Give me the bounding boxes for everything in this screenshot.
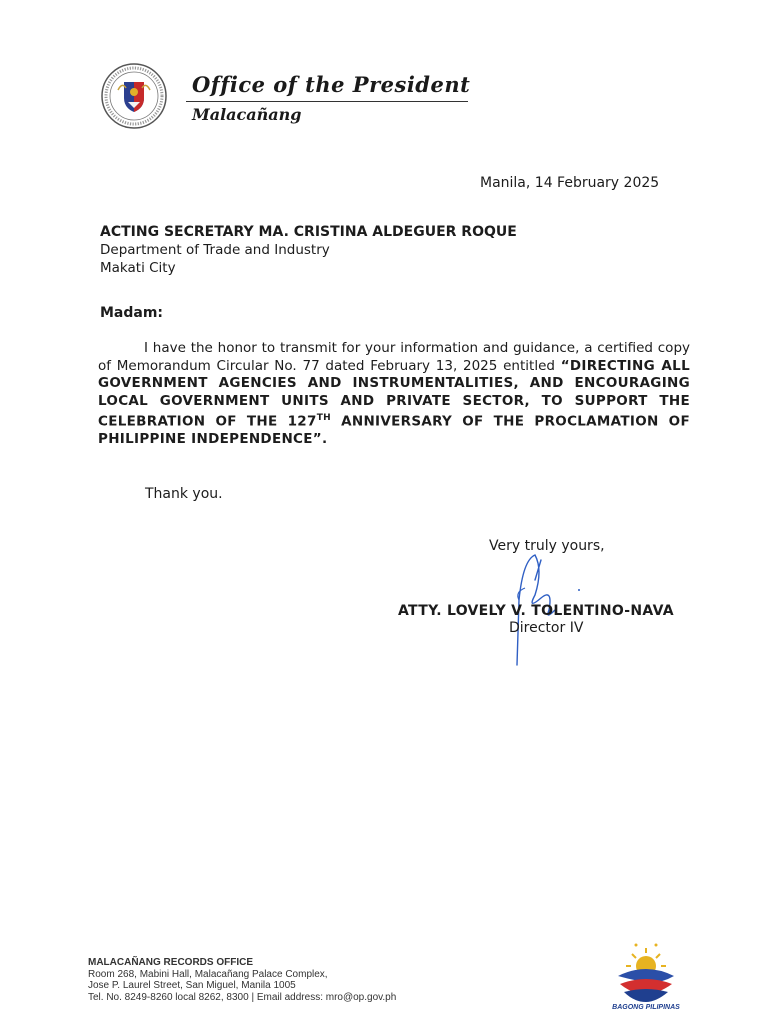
footer-line-3: Tel. No. 8249-8260 local 8262, 8300 | Email address: mro@op.gov.ph [88,991,397,1003]
signer-title: Director IV [509,620,584,636]
addressee-city: Makati City [100,260,176,276]
addressee-department: Department of Trade and Industry [100,242,330,258]
addressee-name: ACTING SECRETARY MA. CRISTINA ALDEGUER ROQUE [100,224,517,240]
footer-line-1: Room 268, Mabini Hall, Malacañang Palace Complex, [88,968,328,980]
footer-address [88,957,396,1003]
body-paragraph [98,340,690,449]
office-title: Office of the President [192,72,471,97]
memorandum-title-superscript: TH [316,413,331,423]
closing-line: Very truly yours, [489,538,605,554]
footer-heading: MALACAÑANG RECORDS OFFICE [88,957,253,968]
thanks-line: Thank you. [145,486,223,502]
salutation: Madam: [100,305,164,321]
office-place: Malacañang [192,105,302,124]
letterhead-rule [186,101,468,102]
logo-label: BAGONG PILIPINAS [612,1004,680,1011]
memorandum-title-part2: ANNIVERSARY OF THE PROCLAMATION OF PHILIPPINE INDEPENDENCE”. [98,413,690,447]
memorandum-title-part1: “DIRECTING ALL GOVERNMENT AGENCIES AND INSTRUMENTALITIES, AND ENCOURAGING LOCAL GOVERNMENT UNITS AND PRIVATE SECTOR, TO SUPPORT THE CELEBRATION OF THE 127 [98,357,690,430]
addressee-block [100,223,517,277]
footer-line-2: Jose P. Laurel Street, San Miguel, Manila 1005 [88,980,296,991]
presidential-seal-icon [100,62,168,130]
body-intro: I have the honor to transmit for your information and guidance, a certified copy of Memorandum Circular No. 77 dated February 13, 2025 entitled [98,340,690,374]
date-line: Manila, 14 February 2025 [480,175,660,191]
signer-name: ATTY. LOVELY V. TOLENTINO-NAVA [398,603,674,619]
bagong-pilipinas-logo-icon [610,940,682,1014]
